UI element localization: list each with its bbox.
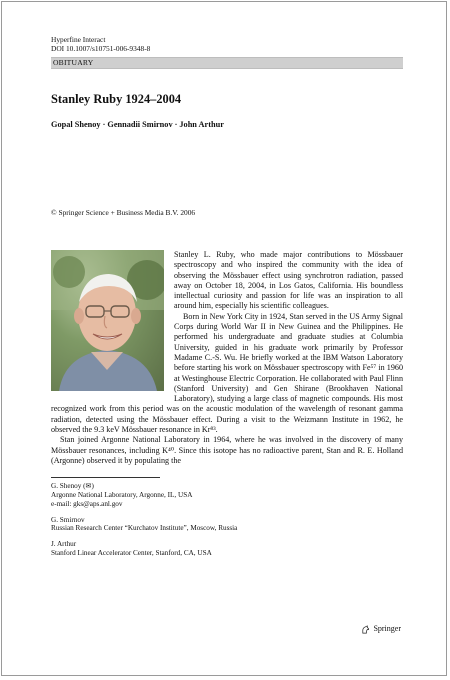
affiliation-line: Argonne National Laboratory, Argonne, IL, USA <box>51 491 193 500</box>
affiliation-block <box>51 516 403 534</box>
paragraph: Stanley L. Ruby, who made major contributions to Mössbauer spectroscopy and who inspired the community with the idea of observing the Mössbauer effect using synchrotron radiation, passed away on October 18, 2004, in Los Gatos, California. His boundless intellectual curiosity and passion for life was an inspiration to all around him, especially his scientific colleagues. <box>174 250 403 311</box>
document-page <box>1 1 447 676</box>
author-separator: · <box>102 120 106 129</box>
author-list <box>51 120 403 130</box>
portrait-illustration <box>51 250 164 391</box>
affiliation-name: J. Arthur <box>51 540 77 549</box>
springer-horse-icon <box>361 625 370 634</box>
portrait-photo <box>51 250 164 391</box>
article-title: Stanley Ruby 1924–2004 <box>51 92 182 106</box>
paragraph: Born in New York City in 1924, Stan served in the US Army Signal Corps during World War II in New Guinea and the Philippines. He performed his undergraduate and graduate studies at Columbia University, guided in his graduate work primarily by Professor Madame C.-S. Wu. He briefly worked at the IBM Watson Laboratory before starting his work on Mössbauer spectroscopy with Fe⁵⁷ in 1960 at Westinghouse Electric Corporation. He collaborated with Paul Flinn (Stanford University) and Gen Shirane (Brookhaven National Laboratory), studying a large class of magnetic compounds. His most recognized work from this period was on the acoustic modulation of the wavelength of resonant gamma radiation, detected using the Mössbauer effect. During a visit to the Weizmann Institute in 1962, he observed the 9.3 keV Mössbauer resonance in Kr⁸³. <box>51 311 403 435</box>
publisher-name: Springer <box>373 624 401 633</box>
affiliation-block <box>51 540 403 558</box>
affiliation-name: G. Smirnov <box>51 515 85 524</box>
article-body <box>51 250 403 466</box>
publisher-logo <box>361 624 401 634</box>
author-separator: · <box>174 120 178 129</box>
author-name: John Arthur <box>179 120 224 129</box>
paragraph: Stan joined Argonne National Laboratory in 1964, where he was involved in the discovery of many Mössbauer resonances, including K⁴⁰. Since this isotope has no radioactive parent, Stan and R. E. Holland (Argonne) observed it by populating the <box>51 435 403 465</box>
affiliation-email: e-mail: gks@aps.anl.gov <box>51 499 123 508</box>
footnote-divider <box>51 477 160 478</box>
affiliation-block <box>51 482 403 508</box>
author-name: Gennadii Smirnov <box>107 120 173 129</box>
affiliation-line: Stanford Linear Accelerator Center, Stanford, CA, USA <box>51 549 212 558</box>
section-bar: OBITUARY <box>51 57 403 69</box>
journal-name: Hyperfine Interact <box>51 35 106 44</box>
copyright-line: © Springer Science + Business Media B.V. 2006 <box>51 208 196 217</box>
affiliation-name: G. Shenoy (✉) <box>51 482 94 491</box>
author-name: Gopal Shenoy <box>51 120 101 129</box>
page-content <box>51 35 403 558</box>
doi-line: DOI 10.1007/s10751-006-9348-8 <box>51 44 151 53</box>
affiliation-line: Russian Research Center “Kurchatov Institute”, Moscow, Russia <box>51 524 238 533</box>
